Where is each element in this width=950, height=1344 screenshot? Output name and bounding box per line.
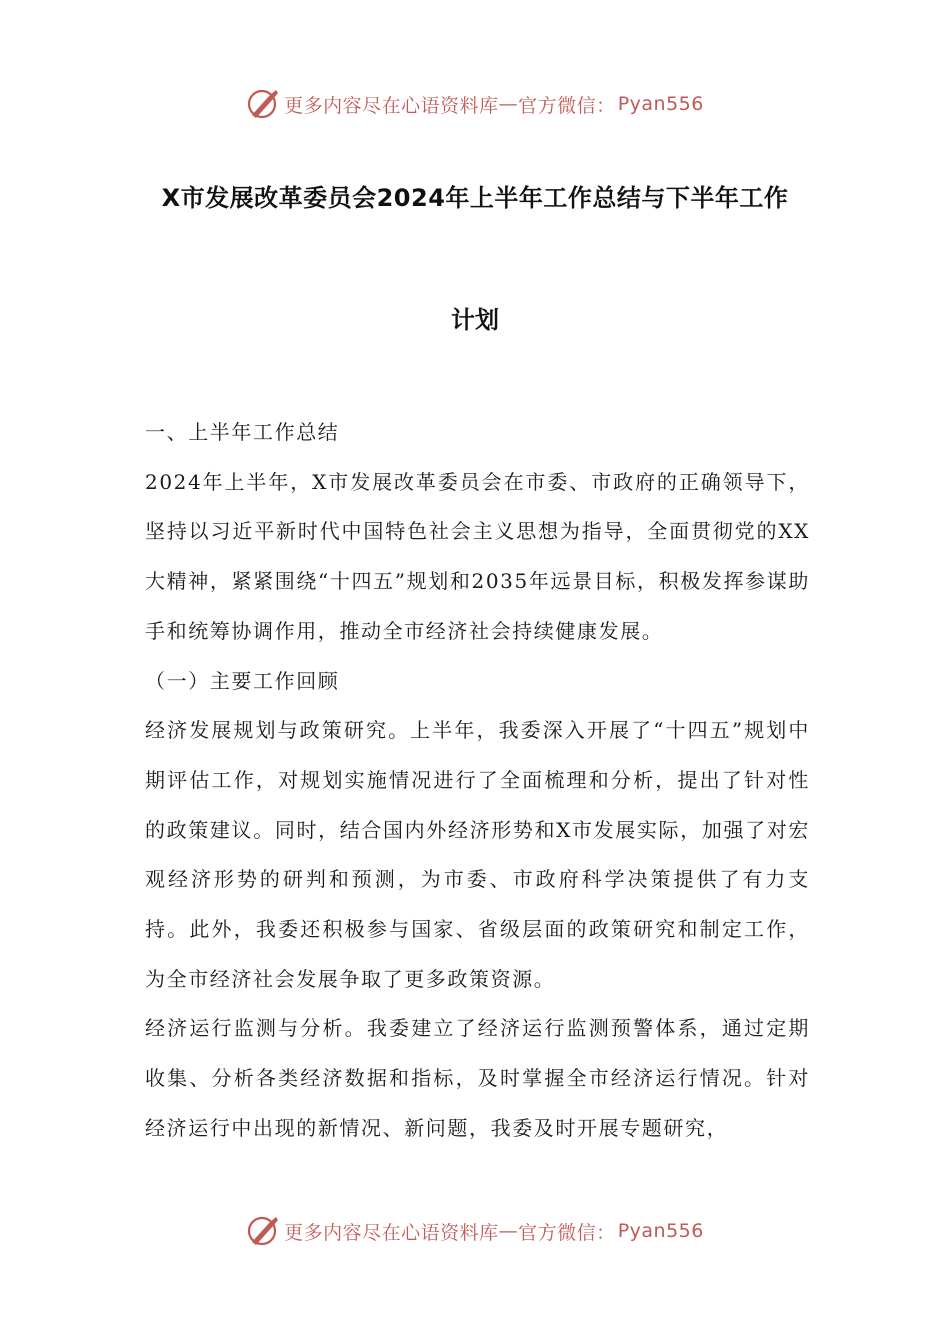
intro-paragraph: 2024年上半年，X市发展改革委员会在市委、市政府的正确领导下，坚持以习近平新时代中国特色社会主义思想为指导，全面贯彻党的XX大精神，紧紧围绕“十四五”规划和2035年远景目标，积极发挥参谋助手和统筹协调作用，推动全市经济社会持续健康发展。 [145, 469, 810, 643]
monitoring-paragraph: 经济运行监测与分析。我委建立了经济运行监测预警体系，通过定期收集、分析各类经济数据和指标，及时掌握全市经济运行情况。针对经济运行中出现的新情况、新问题，我委及时开展专题研究， [145, 1016, 810, 1140]
watermark-header [0, 84, 950, 124]
watermark-dash: — [498, 1220, 519, 1242]
pen-logo-icon [246, 1214, 280, 1248]
watermark-footer [0, 1211, 950, 1251]
watermark-dash: — [498, 93, 519, 115]
subsection-heading: （一）主要工作回顾 [145, 668, 340, 693]
document-title-line2: 计划 [451, 306, 499, 334]
document-title-line1: X市发展改革委员会2024年上半年工作总结与下半年工作 [161, 184, 789, 212]
planning-paragraph: 经济发展规划与政策研究。上半年，我委深入开展了“十四五”规划中期评估工作，对规划实施情况进行了全面梳理和分析，提出了针对性的政策建议。同时，结合国内外经济形势和X市发展实际，加强了对宏观经济形势的研判和预测，为市委、市政府科学决策提供了有力支持。此外，我委还积极参与国家、省级层面的政策研究和制定工作，为全市经济社会发展争取了更多政策资源。 [145, 718, 810, 991]
watermark-brand: 更多内容尽在心语资料库 [284, 1221, 499, 1244]
watermark-wechat-id: Pyan556 [617, 1220, 704, 1242]
document-body [145, 408, 810, 1154]
watermark-wechat-id: Pyan556 [617, 93, 704, 115]
watermark-wechat-label: 官方微信： [518, 94, 616, 117]
pen-logo-icon [246, 87, 280, 121]
watermark-wechat-label: 官方微信： [518, 1221, 616, 1244]
section-heading: 一、上半年工作总结 [145, 420, 340, 444]
watermark-brand: 更多内容尽在心语资料库 [284, 94, 499, 117]
